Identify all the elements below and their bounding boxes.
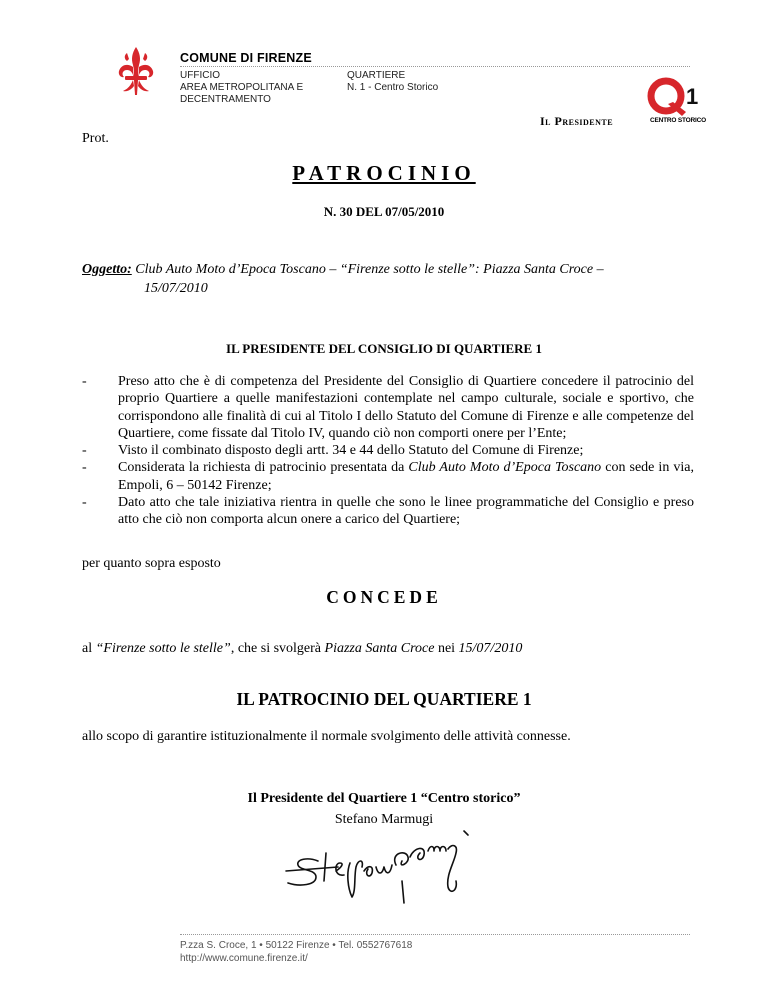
office-line: AREA METROPOLITANA E	[180, 82, 304, 93]
document-title: PATROCINIO	[292, 161, 476, 185]
document-number: N. 30 DEL 07/05/2010	[323, 204, 445, 219]
footer-address	[180, 939, 412, 965]
list-dash: -	[82, 443, 87, 459]
event-place: Piazza Santa Croce	[324, 641, 435, 656]
per-quanto-text: per quanto sopra esposto	[82, 556, 221, 571]
subject-label: Oggetto:	[82, 262, 132, 277]
florence-lily-emblem	[113, 45, 159, 97]
list-dash: -	[82, 495, 87, 511]
council-heading: IL PRESIDENTE DEL CONSIGLIO DI QUARTIERE 1	[226, 341, 542, 356]
patrocinio-heading: IL PATROCINIO DEL QUARTIERE 1	[236, 689, 532, 709]
premise-text	[118, 459, 694, 494]
subject-text: Club Auto Moto d’Epoca Toscano – “Firenze sotto le stelle”: Piazza Santa Croce –	[131, 262, 604, 277]
list-item	[82, 494, 694, 529]
grant-line	[82, 641, 522, 657]
president-label: Il Presidente	[540, 114, 614, 128]
organization-name: COMUNE DI FIRENZE	[180, 51, 312, 65]
event-date: 15/07/2010	[458, 641, 523, 656]
grant-text: nei	[434, 641, 459, 656]
q1-logo-tag: CENTRO STORICO	[650, 117, 706, 124]
footer-divider	[180, 934, 690, 935]
handwritten-signature	[278, 823, 498, 905]
event-name: “Firenze sotto le stelle”	[95, 641, 231, 656]
signer-name: Stefano Marmugi	[334, 812, 434, 827]
signature-title: Il Presidente del Quartiere 1 “Centro storico”	[247, 791, 521, 806]
quartiere-line: N. 1 - Centro Storico	[347, 82, 439, 93]
svg-text:1: 1	[686, 84, 699, 109]
list-item	[82, 442, 694, 459]
protocol-label: Prot.	[82, 131, 109, 146]
premises-list	[82, 373, 694, 529]
office-block	[180, 70, 303, 106]
address-line: P.zza S. Croce, 1 • 50122 Firenze • Tel. 0552767618	[180, 940, 413, 951]
website-link[interactable]: http://www.comune.firenze.it/	[180, 953, 308, 964]
list-dash: -	[82, 460, 87, 476]
applicant-name: Club Auto Moto d’Epoca Toscano	[408, 460, 602, 476]
premise-text-part: con sede in via, Empoli, 6 – 50142 Firenze;	[118, 460, 694, 493]
office-line: DECENTRAMENTO	[180, 94, 271, 105]
concede-heading: CONCEDE	[326, 587, 442, 607]
quartiere-block	[347, 70, 438, 94]
list-item	[82, 459, 694, 494]
header-divider	[180, 66, 690, 67]
list-dash: -	[82, 374, 87, 389]
grant-text: al	[82, 641, 96, 656]
office-line: UFFICIO	[180, 70, 220, 81]
grant-text: , che si svolgerà	[230, 641, 325, 656]
quartiere-line: QUARTIERE	[347, 70, 406, 81]
scope-text: allo scopo di garantire istituzionalmente il normale svolgimento delle attività connesse.	[82, 729, 571, 744]
subject-block	[82, 260, 692, 298]
premise-text: Dato atto che tale iniziativa rientra in quelle che sono le linee programmatiche del Consiglio e preso atto che ciò non comporta alcun onere a carico del Quartiere;	[118, 495, 694, 528]
list-item	[82, 373, 694, 442]
subject-text-continued: 15/07/2010	[144, 281, 208, 296]
premise-text-part: Considerata la richiesta di patrocinio presentata da	[118, 460, 409, 476]
premise-text: Preso atto che è di competenza del Presidente del Consiglio di Quartiere concedere il patrocinio del proprio Quartiere a quelle manifestazioni contemplate nel campo culturale, sociale e sportivo, che corrispondono alle finalità di cui al Titolo I dello Statuto del Comune di Firenze e alle competenze del Quartiere, come fissate dal Titolo IV, quando ciò non comporti onere per l’Ente;	[118, 374, 694, 441]
premise-text: Visto il combinato disposto degli artt. 34 e 44 dello Statuto del Comune di Firenze;	[118, 443, 584, 459]
